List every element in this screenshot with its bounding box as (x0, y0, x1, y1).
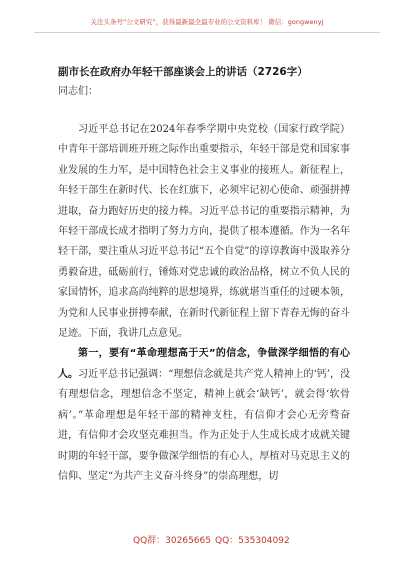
footer (0, 533, 408, 549)
section-text: 习近平总书记强调：“理想信念就是共产党人精神上的‘钙’，没有理想信念，理想信念不坚定，精神上就会‘缺钙’，就会得‘软骨病’。”革命理想是年轻干部的精神支柱，有信仰才会心无旁骛奋进，有信仰才会攻坚克难担当。作为正处于人生成长成才成就关键时期的年轻干部，要争做深学细悟的有心人，厚植对马克思主义的信仰、坚定“为共产主义奋斗终身”的崇高理想，切 (58, 368, 350, 482)
document-title: 副市长在政府办年轻干部座谈会上的讲话（2726字） (58, 66, 308, 78)
footer-qq: QQ：535304092 (215, 536, 290, 546)
section-paragraph (58, 344, 350, 487)
section-heading: 第一，要有“革命理想高于天”的信念，争做深学细悟的有心人。 (58, 348, 350, 380)
header-banner (34, 10, 380, 33)
header-banner-text: 关注头条号“公文研究”，获得最新最全最专业的公文资料库！ 微信：gongwenyj (90, 17, 324, 26)
footer-qq-group: QQ群：30265665 (133, 536, 211, 546)
body-paragraph: 习近平总书记在2024年春季学期中央党校（国家行政学院）中青年干部培训班开班之际作出重要指示，年轻干部是党和国家事业发展的生力军，是中国特色社会主义事业的接班人。新征程上，年轻干部生在新时代、长在红旗下，必须牢记初心使命、顽强拼搏进取，奋力跑好历史的接力棒。习近平总书记的重要指示精神，为年轻干部成长成才指明了努力方向，提供了根本遵循。作为一名年轻干部，要注重从习近平总书记“五个自觉”的谆谆教诲中汲取养分勇毅奋进，砥砺前行，锤炼对党忠诚的政治品格，树立不负人民的家国情怀，追求高尚纯粹的思想境界，练就堪当重任的过硬本领，为党和人民事业拼搏奉献，在新时代新征程上留下青春无悔的奋斗足迹。下面，我讲几点意见。 (58, 124, 350, 340)
salutation: 同志们： (58, 86, 98, 97)
document-body (58, 120, 350, 487)
